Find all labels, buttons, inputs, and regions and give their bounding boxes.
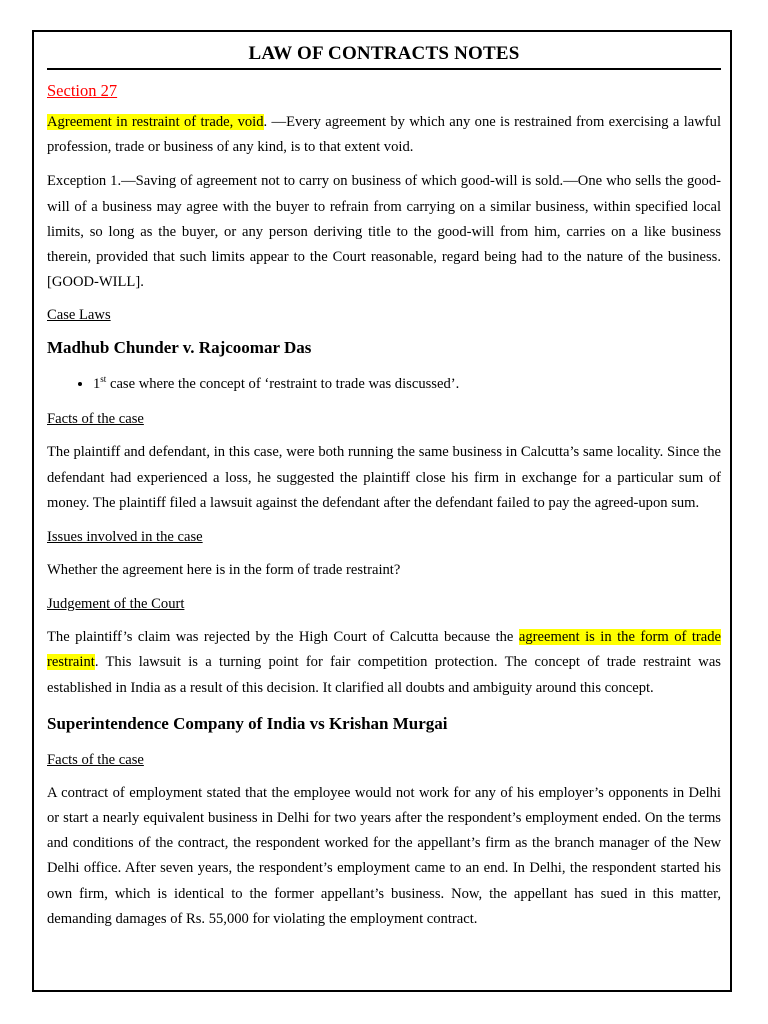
case-1-judgement (47, 625, 721, 701)
bullet-ordinal-suffix: st (100, 374, 107, 385)
case-1-issues: Whether the agreement here is in the form of trade restraint? (47, 562, 401, 579)
case-2-facts-label: Facts of the case (47, 751, 144, 768)
case-1-title: Madhub Chunder v. Rajcoomar Das (47, 338, 312, 358)
case-1-issues-label: Issues involved in the case (47, 529, 203, 546)
exception-1-text: Exception 1.—Saving of agreement not to carry on business of which good-will is sold.—One who sells the good-will of a business may agree with the buyer to refrain from carrying on a similar business, within specified local limits, so long as the buyer, or any person deriving title to the good-will from him, carries on a like business therein, provided that such limits appear to the Court reasonable, regard being had to the nature of the business. [GOOD-WILL]. (47, 173, 721, 291)
document-body (47, 40, 721, 932)
case-1-bullets (47, 373, 721, 395)
document-title: LAW OF CONTRACTS NOTES (248, 43, 520, 64)
list-item (93, 373, 721, 395)
judgement-text-end: . This lawsuit is a turning point for fair competition protection. The concept of trade restraint was established in India as a result of this decision. It clarified all doubts and ambiguity around this concept. (47, 654, 721, 696)
case-1-facts: The plaintiff and defendant, in this case, were both running the same business in Calcutta’s same locality. Since the defendant had experienced a loss, he suggested the plaintiff close his firm in exchange for a particular sum of money. The plaintiff filed a lawsuit against the defendant after the defendant failed to pay the agreed-upon sum. (47, 444, 721, 511)
section-label: Section 27 (47, 81, 118, 100)
section-27-rest: . —Every agreement by which any one is restrained from exercising a lawful profession, trade or business of any kind, is to that extent void. (47, 114, 722, 156)
bullet-ordinal: 1 (93, 376, 101, 393)
bullet-text: case where the concept of ‘restraint to trade was discussed’. (106, 376, 460, 393)
section-27-text (47, 110, 721, 160)
judgement-text-start: The plaintiff’s claim was rejected by the High Court of Calcutta because the (47, 629, 519, 646)
title-rule (47, 68, 721, 70)
case-1-judgement-label: Judgement of the Court (47, 596, 185, 613)
case-2-facts: A contract of employment stated that the employee would not work for any of his employer’s opponents in Delhi or start a nearly equivalent business in Delhi for two years after the respondent’s employment ended. On the terms and conditions of the contract, the respondent worked for the appellant’s firm as the branch manager of the New Delhi office. After seven years, the respondent’s employment came to an end. In Delhi, the respondent started his own firm, which is identical to the former appellant’s business. Now, the appellant has sued in this matter, demanding damages of Rs. 55,000 for violating the employment contract. (47, 784, 721, 927)
highlight-trade-restraint: agreement is in the form of trade restraint (47, 629, 722, 671)
case-laws-label: Case Laws (47, 307, 111, 324)
case-2-title: Superintendence Company of India vs Krishan Murgai (47, 713, 448, 733)
case-1-facts-label: Facts of the case (47, 411, 144, 428)
highlight-restraint-heading: Agreement in restraint of trade, void (47, 114, 264, 130)
